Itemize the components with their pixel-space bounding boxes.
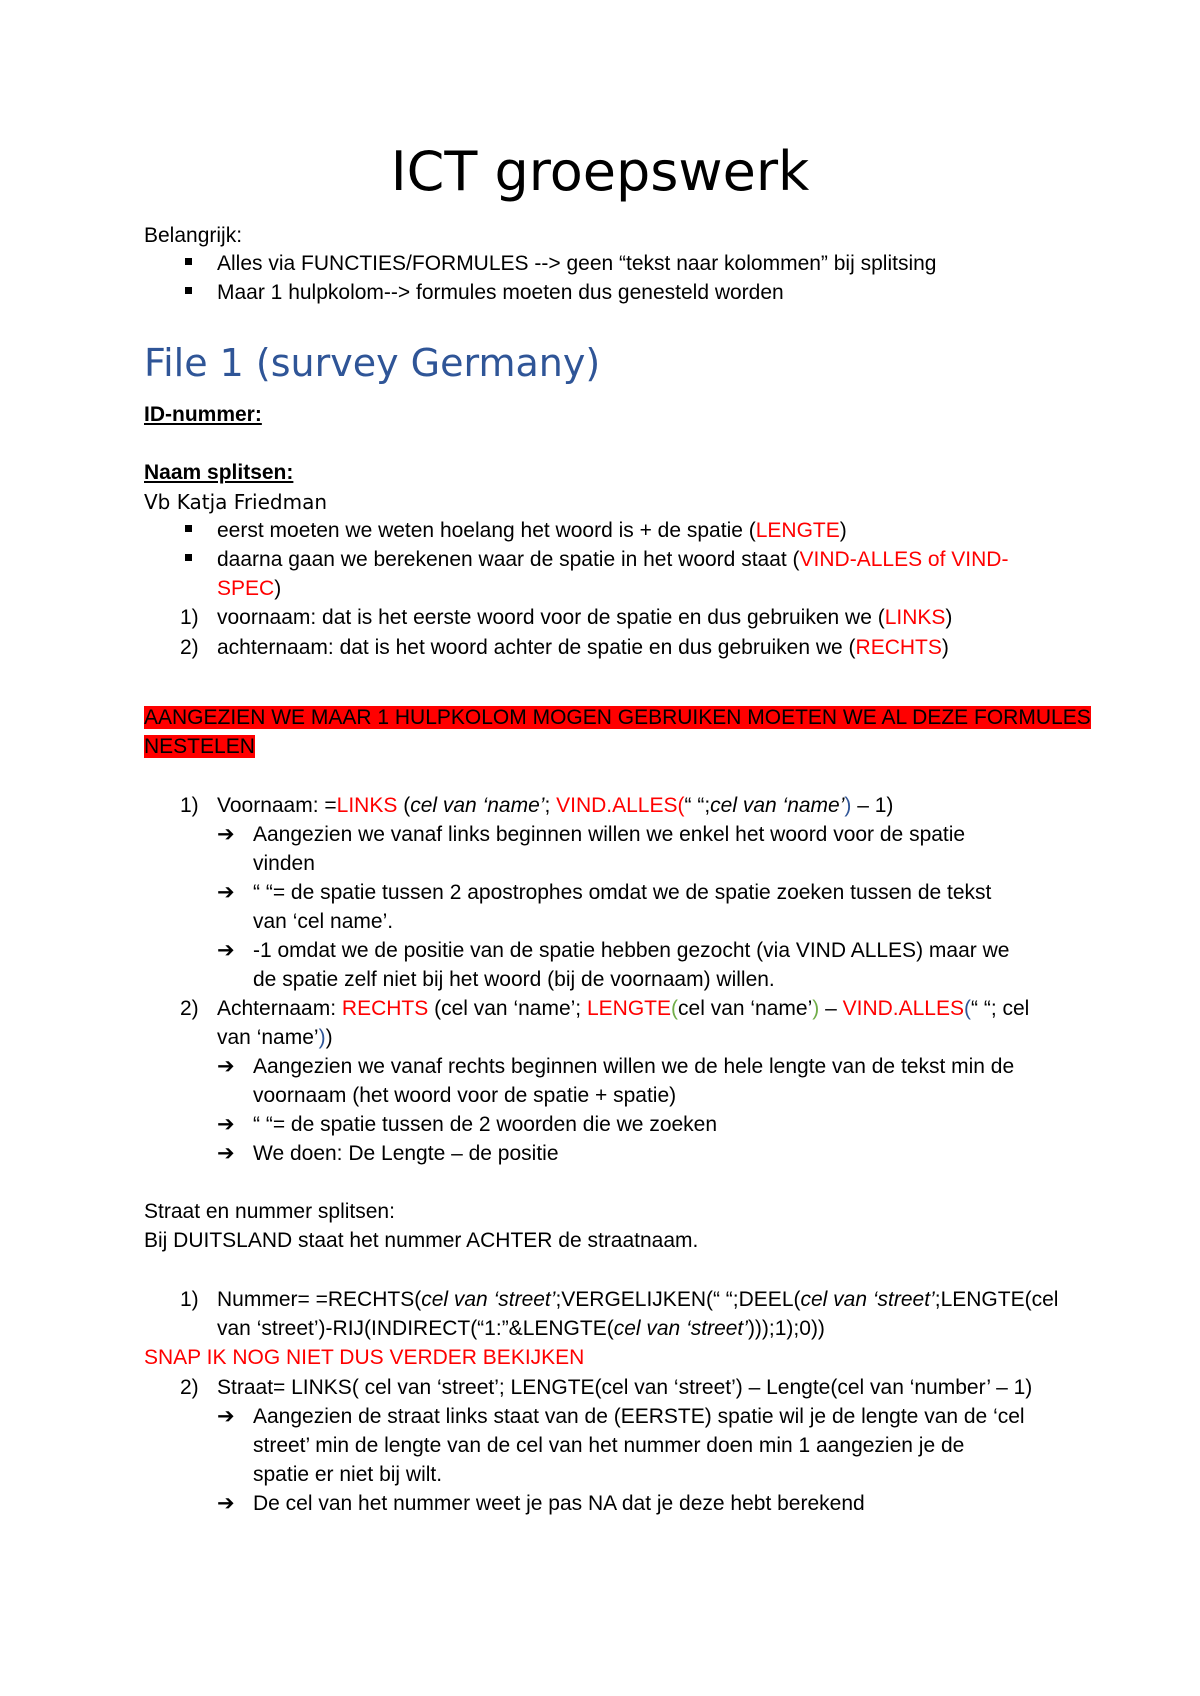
intro-label: Belangrijk: <box>144 224 243 247</box>
bullet-icon <box>185 525 192 532</box>
achternaam-note-2: “ “= de spatie tussen de 2 woorden die we zoeken <box>253 1113 718 1136</box>
achternaam-formula: Achternaam: RECHTS (cel van ‘name’; LENGTE(cel van ‘name’) – VIND.ALLES(“ “; cel <box>217 997 1030 1020</box>
bullet-icon <box>185 554 192 561</box>
achternaam-note-1: Aangezien we vanaf rechts beginnen willen we de hele lengte van de tekst min de <box>253 1055 1015 1078</box>
nummer-formula-cont: van ‘street’)-RIJ(INDIRECT(“1:”&LENGTE(cel van ‘street’)));1);0)) <box>217 1317 825 1340</box>
bullet-icon <box>185 258 192 265</box>
bullet-icon <box>185 287 192 294</box>
straat-label: Straat en nummer splitsen: <box>144 1200 395 1223</box>
naam-label: Naam splitsen: <box>144 461 294 484</box>
naam-bullet-2-cont: SPEC) <box>217 577 282 600</box>
naam-item-2: achternaam: dat is het woord achter de spatie en dus gebruiken we (RECHTS) <box>217 636 949 659</box>
arrow-right-icon: ➔ <box>217 1142 235 1165</box>
arrow-right-icon: ➔ <box>217 1492 235 1515</box>
arrow-right-icon: ➔ <box>217 881 235 904</box>
list-number: 1) <box>180 1288 199 1311</box>
voornaam-note-2: “ “= de spatie tussen 2 apostrophes omdat we de spatie zoeken tussen de tekst <box>253 881 992 904</box>
section-heading: File 1 (survey Germany) <box>144 341 601 385</box>
list-number: 2) <box>180 636 199 659</box>
straat-note-1-cont2: spatie er niet bij wilt. <box>253 1463 443 1486</box>
arrow-right-icon: ➔ <box>217 1113 235 1136</box>
straat-formula: Straat= LINKS( cel van ‘street’; LENGTE(cel van ‘street’) – Lengte(cel van ‘number’ – 1) <box>217 1376 1033 1399</box>
straat-note-1-cont: street’ min de lengte van de cel van het nummer doen min 1 aangezien je de <box>253 1434 965 1457</box>
straat-note-1: Aangezien de straat links staat van de (EERSTE) spatie wil je de lengte van de ‘cel <box>253 1405 1025 1428</box>
arrow-right-icon: ➔ <box>217 939 235 962</box>
achternaam-formula-cont: van ‘name’)) <box>217 1026 333 1049</box>
voornaam-note-3-cont: de spatie zelf niet bij het woord (bij de voornaam) willen. <box>253 968 775 991</box>
list-number: 2) <box>180 997 199 1020</box>
naam-bullet-1: eerst moeten we weten hoelang het woord is + de spatie (LENGTE) <box>217 519 847 542</box>
naam-item-1: voornaam: dat is het eerste woord voor de spatie en dus gebruiken we (LINKS) <box>217 606 953 629</box>
naam-bullet-2: daarna gaan we berekenen waar de spatie in het woord staat (VIND-ALLES of VIND- <box>217 548 1009 571</box>
straat-note: Bij DUITSLAND staat het nummer ACHTER de straatnaam. <box>144 1229 699 1252</box>
id-label: ID-nummer: <box>144 403 262 426</box>
voornaam-note-2-cont: van ‘cel name’. <box>253 910 394 933</box>
arrow-right-icon: ➔ <box>217 1405 235 1428</box>
nummer-formula: Nummer= =RECHTS(cel van ‘street’;VERGELIJKEN(“ “;DEEL(cel van ‘street’;LENGTE(cel <box>217 1288 1059 1311</box>
intro-bullet-2: Maar 1 hulpkolom--> formules moeten dus genesteld worden <box>217 281 784 304</box>
straat-note-2: De cel van het nummer weet je pas NA dat je deze hebt berekend <box>253 1492 865 1515</box>
list-number: 1) <box>180 606 199 629</box>
arrow-right-icon: ➔ <box>217 1055 235 1078</box>
alert-line-2: NESTELEN <box>144 735 255 758</box>
voornaam-note-3: -1 omdat we de positie van de spatie hebben gezocht (via VIND ALLES) maar we <box>253 939 1010 962</box>
intro-bullet-1: Alles via FUNCTIES/FORMULES --> geen “tekst naar kolommen” bij splitsing <box>217 252 937 275</box>
arrow-right-icon: ➔ <box>217 823 235 846</box>
alert-line-1: AANGEZIEN WE MAAR 1 HULPKOLOM MOGEN GEBRUIKEN MOETEN WE AL DEZE FORMULES <box>144 706 1091 729</box>
document-title: ICT groepswerk <box>390 140 810 203</box>
list-number: 2) <box>180 1376 199 1399</box>
voornaam-note-1-cont: vinden <box>253 852 315 875</box>
achternaam-note-3: We doen: De Lengte – de positie <box>253 1142 559 1165</box>
red-note: SNAP IK NOG NIET DUS VERDER BEKIJKEN <box>144 1346 585 1369</box>
voornaam-note-1: Aangezien we vanaf links beginnen willen we enkel het woord voor de spatie <box>253 823 966 846</box>
list-number: 1) <box>180 794 199 817</box>
naam-example: Vb Katja Friedman <box>144 490 328 514</box>
achternaam-note-1-cont: voornaam (het woord voor de spatie + spatie) <box>253 1084 677 1107</box>
voornaam-formula: Voornaam: =LINKS (cel van ‘name’; VIND.ALLES(“ “;cel van ‘name’) – 1) <box>217 794 894 817</box>
